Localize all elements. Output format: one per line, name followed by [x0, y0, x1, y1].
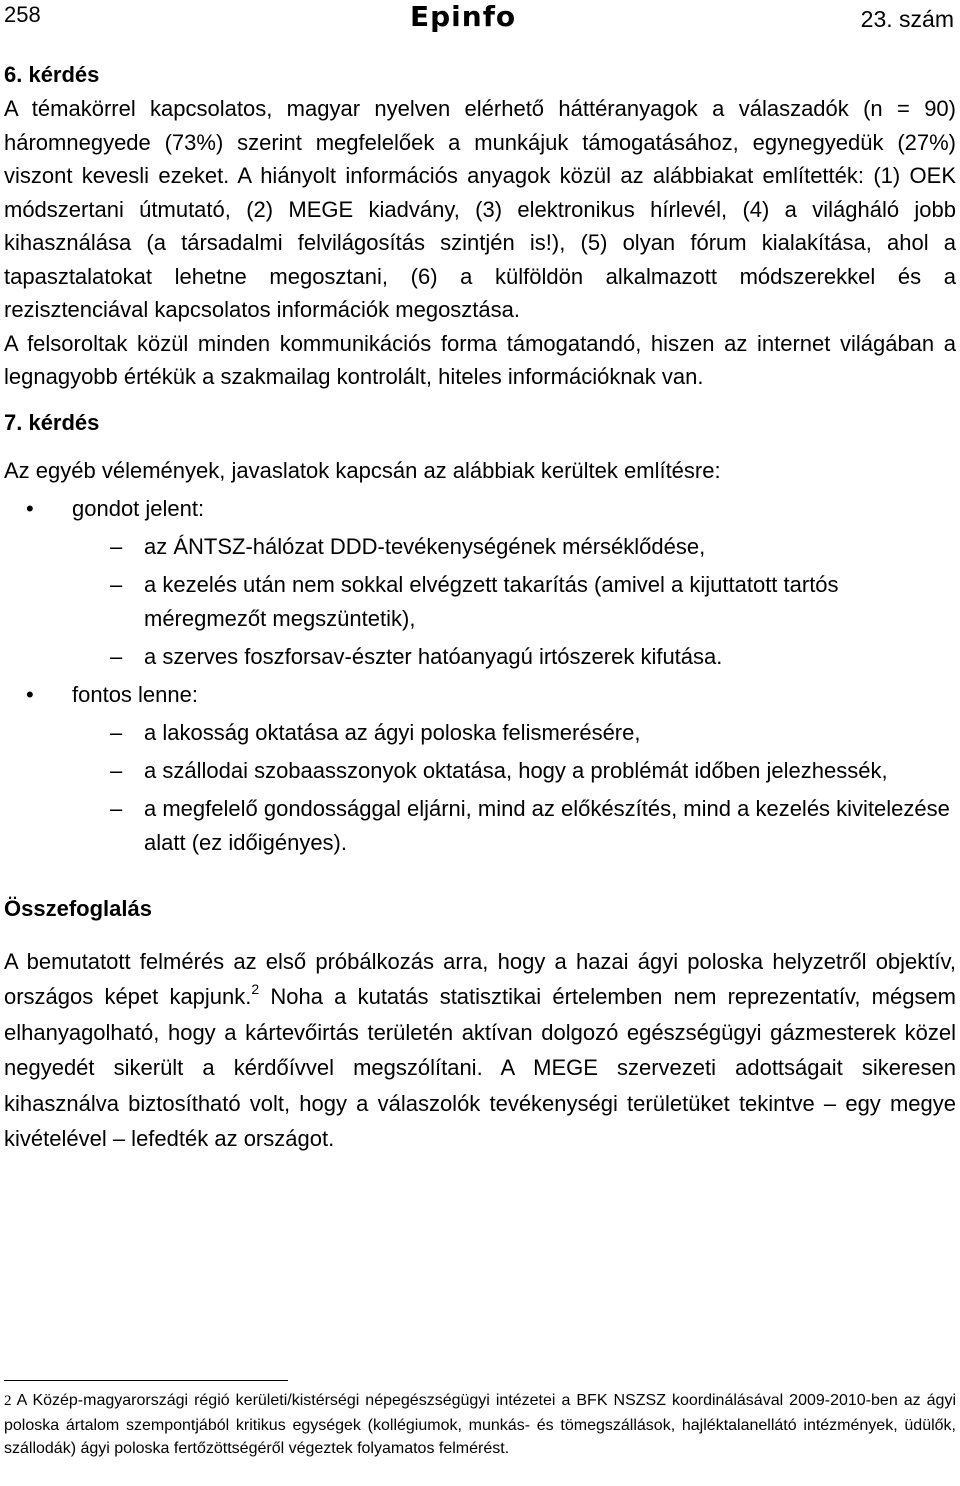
question-6-heading: 6. kérdés: [4, 62, 100, 87]
list-item: [4, 716, 956, 750]
bullet-icon: •: [26, 681, 34, 707]
bullet-icon: •: [26, 495, 34, 521]
list-item-text: a lakosság oktatása az ágyi poloska felismerésére,: [144, 719, 641, 745]
footnote-reference[interactable]: 2: [251, 980, 260, 997]
list-item-text: a szerves foszforsav-észter hatóanyagú irtószerek kifutása.: [144, 643, 723, 669]
list-item: [4, 568, 956, 636]
sub-list: [4, 530, 956, 674]
question-7-heading: 7. kérdés: [4, 409, 100, 435]
dash-icon: –: [110, 719, 123, 745]
bullet-label: gondot jelent:: [72, 495, 205, 521]
list-item: [4, 792, 956, 860]
summary-text: A bemutatott felmérés az első próbálkozás arra, hogy a hazai ágyi poloska helyzetről objektív, országos képet kapjunk.: [4, 948, 956, 1009]
sub-list: [4, 716, 956, 860]
bullet-label: fontos lenne:: [72, 681, 198, 707]
dash-icon: –: [110, 757, 123, 783]
question-6-paragraph-2: A felsoroltak közül minden kommunikációs forma támogatandó, hiszen az internet világában a legnagyobb értékük a szakmailag kontrolált, hiteles információknak van.: [4, 330, 956, 389]
dash-icon: –: [110, 643, 123, 669]
list-item-text: a kezelés után nem sokkal elvégzett takarítás (amivel a kijuttatott tartós méregmezőt megszüntetik),: [144, 571, 839, 631]
footnote: [4, 1389, 956, 1461]
issue-number: 23. szám: [860, 6, 954, 32]
bullet-item: [4, 678, 956, 712]
dash-icon: –: [110, 571, 123, 597]
question-7-intro: Az egyéb vélemények, javaslatok kapcsán az alábbiak kerültek említésre:: [4, 457, 721, 483]
dash-icon: –: [110, 533, 123, 559]
list-item: [4, 530, 956, 564]
page-header: [0, 0, 960, 40]
journal-logo: Epinfo: [410, 0, 517, 33]
question-6-paragraph: A témakörrel kapcsolatos, magyar nyelven elérhető háttéranyagok a válaszadók (n = 90) háromnegyede (73%) szerint megfelelőek a munkájuk támogatásához, egynegyedük (27%) viszont kevesli ezeket. A hiányolt információs anyagok közül az alábbiakat említették: (1) OEK módszertani útmutató, (2) MEGE kiadvány, (3) elektronikus hírlevél, (4) a világháló jobb kihasználása (a társadalmi felvilágosítás szintjén is!), (5) olyan fórum kialakítása, ahol a tapasztalatokat lehetne megosztani, (6) a külföldön alkalmazott módszerekkel és a rezisztenciával kapcsolatos információk megosztása.: [4, 96, 956, 322]
list-item: [4, 754, 956, 788]
footnote-divider: [4, 1380, 288, 1381]
list-item: [4, 640, 956, 674]
list-item-text: az ÁNTSZ-hálózat DDD-tevékenységének mérséklődése,: [144, 533, 706, 559]
page-number: 258: [4, 2, 41, 27]
summary-paragraph: [4, 944, 956, 1157]
main-content: [4, 58, 956, 1157]
list-item-text: a megfelelő gondossággal eljárni, mind az előkészítés, mind a kezelés kivitelezése alatt (ez időigényes).: [144, 795, 950, 855]
summary-text-continued: Noha a kutatás statisztikai értelemben nem reprezentatív, mégsem elhanyagolható, hogy a kártevőirtás területén aktívan dolgozó egészségügyi gázmesterek közel negyedét sikerült a kérdőívvel megszólítani. A MEGE szervezeti adottságait sikeresen kihasználva biztosítható volt, hogy a válaszolók tevékenységi területüket tekintve – egy megye kivételével – lefedték az országot.: [4, 984, 956, 1151]
footnote-marker: 2: [4, 1393, 12, 1409]
bullet-item: [4, 492, 956, 526]
dash-icon: –: [110, 795, 123, 821]
list-item-text: a szállodai szobaasszonyok oktatása, hogy a problémát időben jelezhessék,: [144, 757, 888, 783]
footnote-text: A Közép-magyarországi régió kerületi/kistérségi népegészségügyi intézetei a BFK NSZSZ koordinálásával 2009-2010-ben az ágyi poloska ártalom szempontjából kritikus egységek (kollégiumok, munkás- és tömegszállások, hajléktalanellátó intézmények, üdülők, szállodák) ágyi poloska fertőzöttségéről végeztek folyamatos felmérést.: [4, 1392, 956, 1457]
summary-heading: Összefoglalás: [4, 895, 152, 921]
